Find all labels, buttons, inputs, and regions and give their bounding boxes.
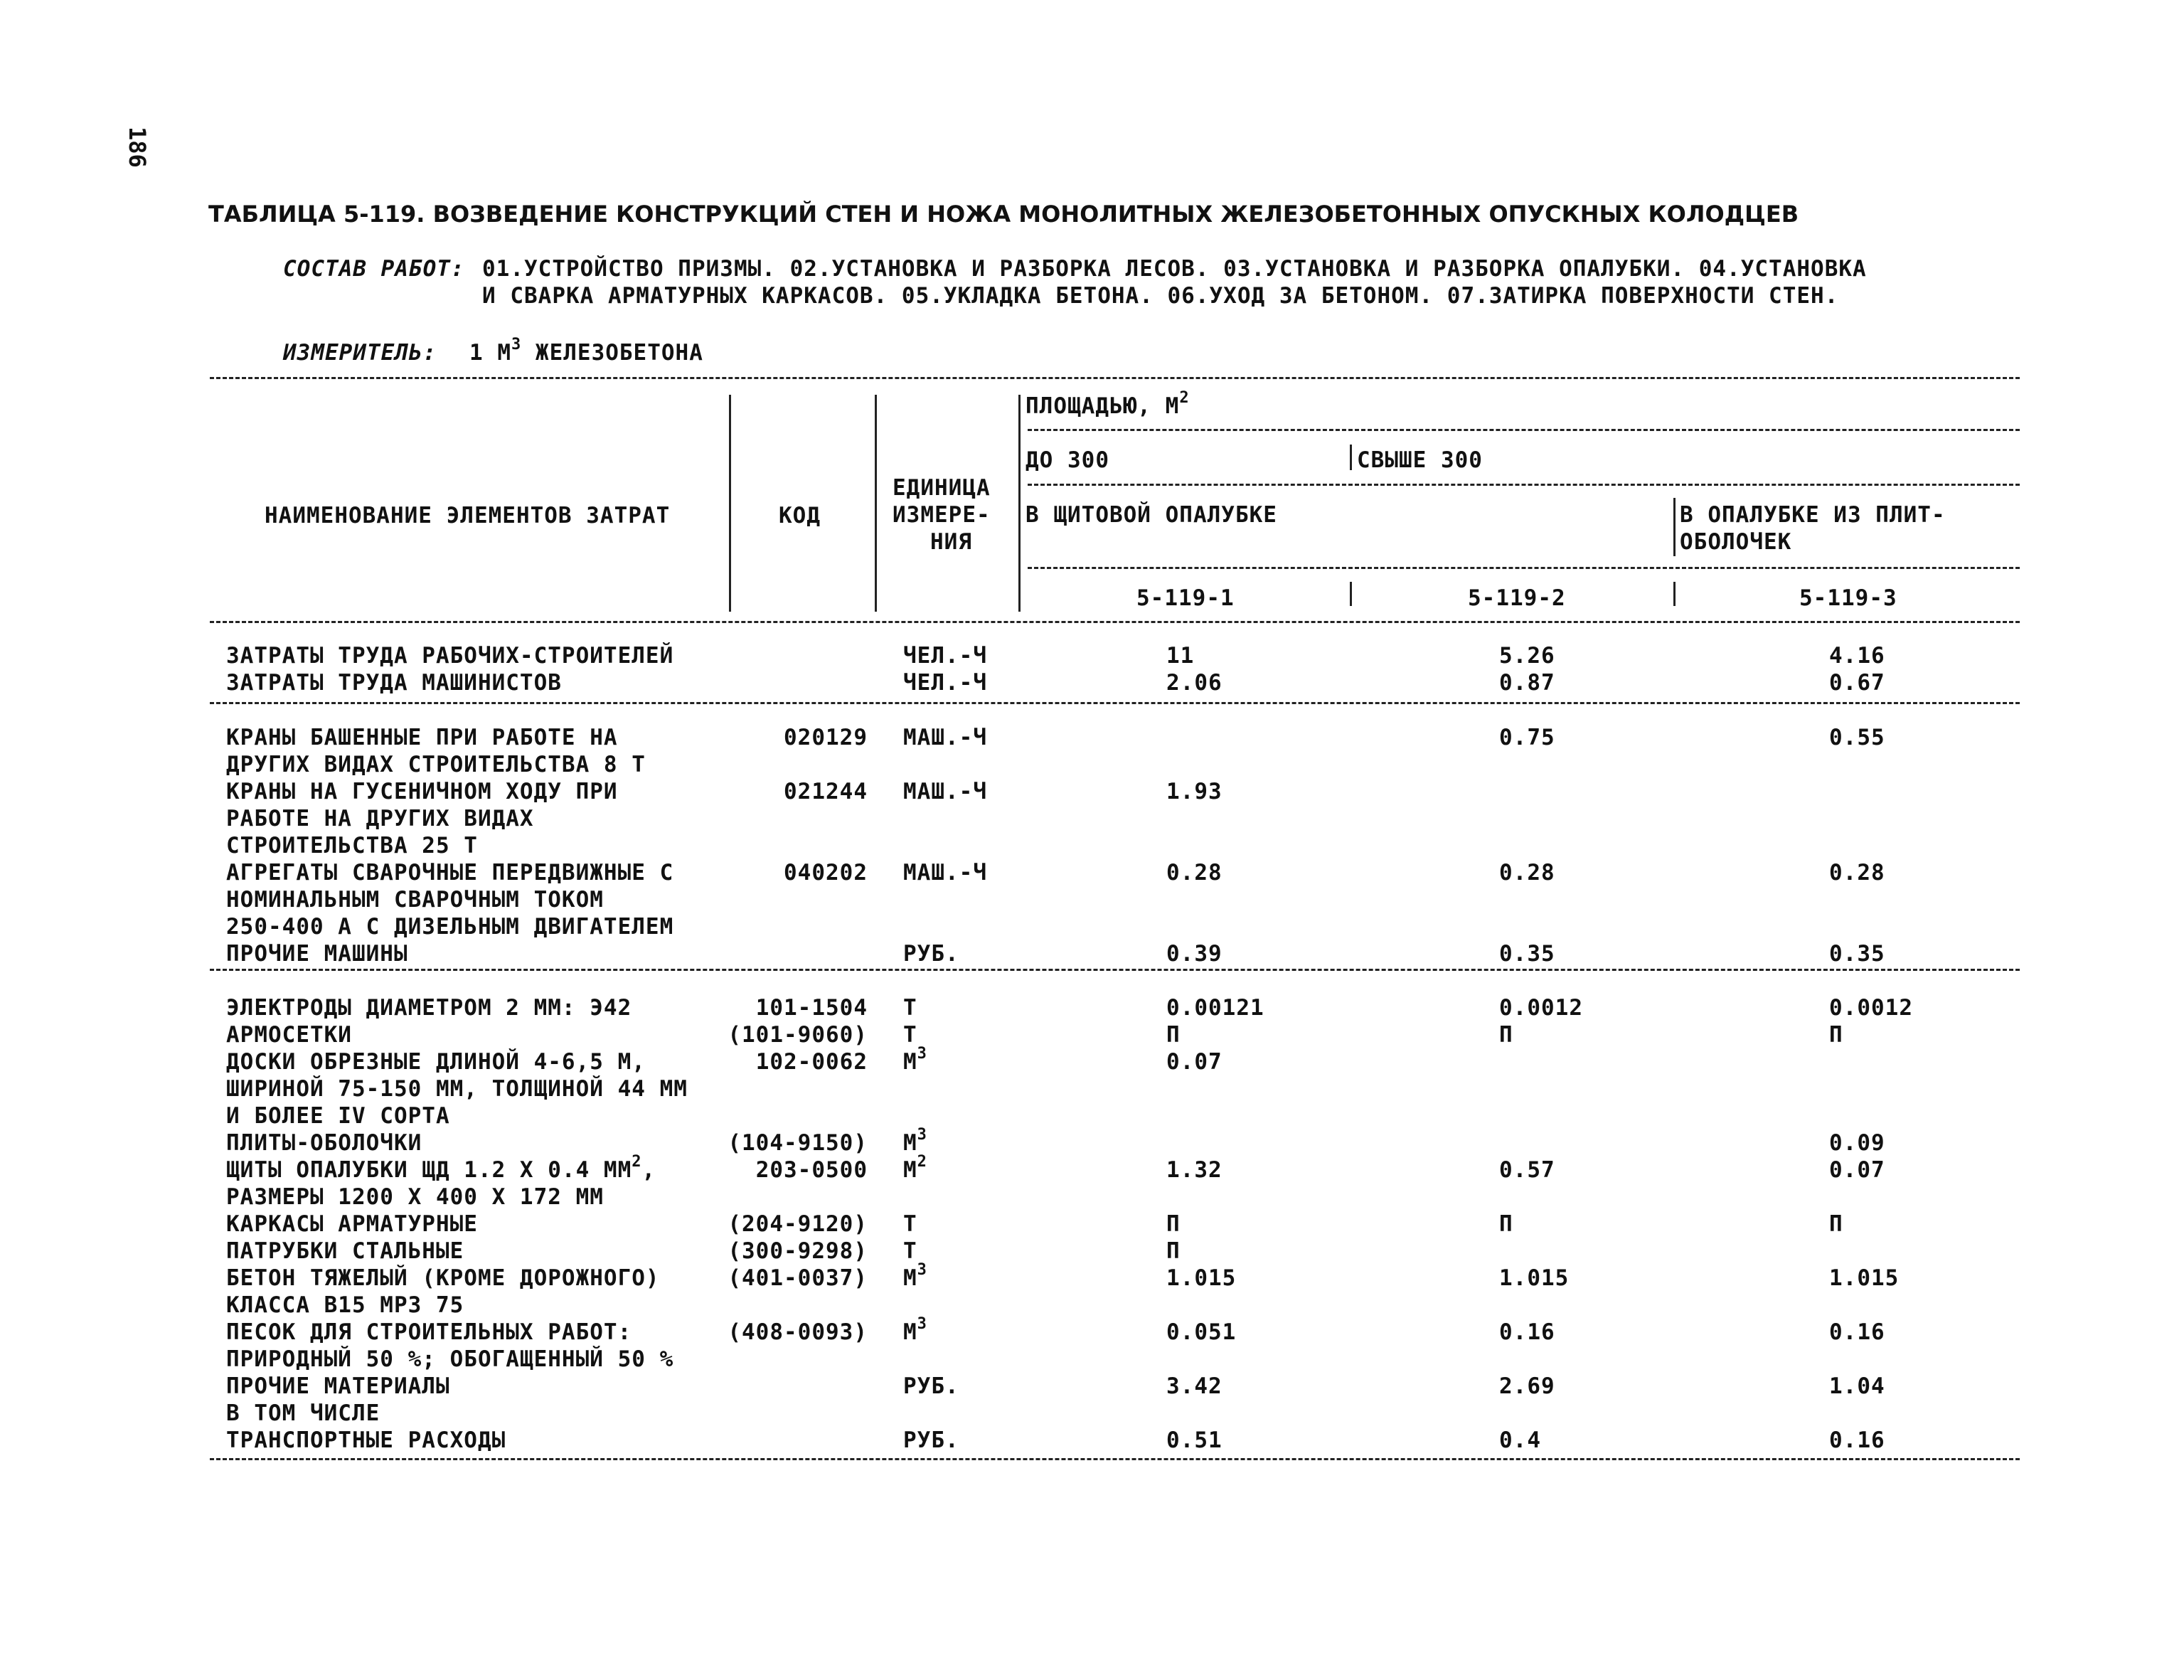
row-19-v1: П [1166,1211,1181,1237]
row-12-v2: П [1499,1022,1513,1048]
row-16-unit: $М^3$ [903,1125,927,1156]
header-over: СВЫШЕ 300 [1357,447,1483,473]
row-11-code: 101-1504 [755,995,868,1021]
row-10-v1: 0.39 [1166,941,1222,967]
rule-top [210,377,2020,379]
rule-bottom [210,1458,2020,1460]
table-title: ТАБЛИЦА 5-119. ВОЗВЕДЕНИЕ КОНСТРУКЦИЙ СТЕН И НОЖА МОНОЛИТНЫХ ЖЕЛЕЗОБЕТОННЫХ ОПУСКНЫХ КОЛОДЦЕВ [208,201,1799,228]
header-name: НАИМЕНОВАНИЕ ЭЛЕМЕНТОВ ЗАТРАТ [265,503,671,528]
row-27-unit: РУБ. [903,1428,959,1453]
row-16-name: ПЛИТЫ-ОБОЛОЧКИ [226,1130,422,1156]
work-line-2: И СВАРКА АРМАТУРНЫХ КАРКАСОВ. 05.УКЛАДКА БЕТОНА. 06.УХОД ЗА БЕТОНОМ. 07.ЗАТИРКА ПОВЕРХНОСТИ СТЕН. [482,283,1839,309]
header-divider-3 [1018,395,1021,612]
row-23-v2: 0.16 [1499,1319,1555,1345]
row-0-v2: 5.26 [1499,643,1555,669]
rule-section-1 [210,702,2020,704]
row-4-unit: МАШ.-Ч [903,779,987,804]
rule-header-3 [1028,567,2020,569]
row-17-name: ЩИТЫ ОПАЛУБКИ ЩД 1.2 Х 0.4 $ММ^2$, [226,1152,656,1183]
work-label: СОСТАВ РАБОТ: [283,256,465,282]
row-27-v3: 0.16 [1829,1428,1885,1453]
row-2-unit: МАШ.-Ч [903,725,987,750]
row-16-code: (104-9150) [728,1130,868,1156]
row-17-v1: 1.32 [1166,1157,1222,1183]
row-0-v3: 4.16 [1829,643,1885,669]
row-15-name: И БОЛЕЕ IV СОРТА [226,1103,450,1129]
row-17-v2: 0.57 [1499,1157,1555,1183]
row-22-name: КЛАССА В15 МРЗ 75 [226,1292,464,1318]
row-0-unit: ЧЕЛ.-Ч [903,643,987,669]
header-unit-3: НИЯ [930,529,972,555]
row-26-name: В ТОМ ЧИСЛЕ [226,1400,380,1426]
row-5-name: РАБОТЕ НА ДРУГИХ ВИДАХ [226,806,534,831]
row-23-v3: 0.16 [1829,1319,1885,1345]
row-10-unit: РУБ. [903,941,959,967]
header-area: ПЛОЩАДЬЮ, $М^2$ [1026,388,1190,419]
row-7-name: АГРЕГАТЫ СВАРОЧНЫЕ ПЕРЕДВИЖНЫЕ С [226,860,674,886]
row-21-v1: 1.015 [1166,1265,1237,1291]
row-10-v3: 0.35 [1829,941,1885,967]
row-1-name: ЗАТРАТЫ ТРУДА МАШИНИСТОВ [226,670,562,696]
row-10-name: ПРОЧИЕ МАШИНЫ [226,941,408,967]
rule-header-2 [1028,484,2020,486]
row-20-v1: П [1166,1238,1181,1264]
row-10-v2: 0.35 [1499,941,1555,967]
row-11-v3: 0.0012 [1829,995,1913,1021]
row-7-unit: МАШ.-Ч [903,860,987,886]
row-13-v1: 0.07 [1166,1049,1222,1075]
row-12-unit: Т [903,1022,917,1048]
row-19-v2: П [1499,1211,1513,1237]
row-27-v1: 0.51 [1166,1428,1222,1453]
header-slab-1: В ОПАЛУБКЕ ИЗ ПЛИТ- [1680,502,1946,528]
row-1-v3: 0.67 [1829,670,1885,696]
row-17-v3: 0.07 [1829,1157,1885,1183]
row-25-v3: 1.04 [1829,1373,1885,1399]
header-col-1: 5-119-1 [1136,585,1235,611]
work-line-1: 01.УСТРОЙСТВО ПРИЗМЫ. 02.УСТАНОВКА И РАЗБОРКА ЛЕСОВ. 03.УСТАНОВКА И РАЗБОРКА ОПАЛУБКИ. 04.УСТАНОВКА [482,256,1867,282]
header-divider-6 [1350,582,1352,606]
row-12-name: АРМОСЕТКИ [226,1022,352,1048]
row-11-unit: Т [903,995,917,1021]
header-divider-7 [1673,582,1676,606]
row-12-v1: П [1166,1022,1181,1048]
row-19-unit: Т [903,1211,917,1237]
row-21-unit: $М^3$ [903,1260,927,1291]
row-21-code: (401-0037) [728,1265,868,1291]
row-9-name: 250-400 А С ДИЗЕЛЬНЫМ ДВИГАТЕЛЕМ [226,914,674,940]
row-23-name: ПЕСОК ДЛЯ СТРОИТЕЛЬНЫХ РАБОТ: [226,1319,632,1345]
row-23-code: (408-0093) [728,1319,868,1345]
row-11-v2: 0.0012 [1499,995,1583,1021]
row-13-code: 102-0062 [755,1049,868,1075]
row-17-code: 203-0500 [755,1157,868,1183]
row-27-name: ТРАНСПОРТНЫЕ РАСХОДЫ [226,1428,506,1453]
row-1-v2: 0.87 [1499,670,1555,696]
row-18-name: РАЗМЕРЫ 1200 Х 400 Х 172 ММ [226,1184,604,1210]
row-4-v1: 1.93 [1166,779,1222,804]
row-14-name: ШИРИНОЙ 75-150 ММ, ТОЛЩИНОЙ 44 ММ [226,1076,688,1102]
row-7-code: 040202 [784,860,868,886]
row-8-name: НОМИНАЛЬНЫМ СВАРОЧНЫМ ТОКОМ [226,887,604,913]
rule-section-2 [210,969,2020,971]
header-divider-2 [875,395,877,612]
row-7-v3: 0.28 [1829,860,1885,886]
row-4-name: КРАНЫ НА ГУСЕНИЧНОМ ХОДУ ПРИ [226,779,618,804]
header-col-3: 5-119-3 [1799,585,1897,611]
header-unit-2: ИЗМЕРЕ- [893,502,991,528]
row-21-v3: 1.015 [1829,1265,1900,1291]
row-19-v3: П [1829,1211,1843,1237]
row-20-name: ПАТРУБКИ СТАЛЬНЫЕ [226,1238,464,1264]
rule-header-1 [1028,429,2020,431]
row-23-unit: $М^3$ [903,1314,927,1345]
row-25-v1: 3.42 [1166,1373,1222,1399]
row-21-name: БЕТОН ТЯЖЕЛЫЙ (КРОМЕ ДОРОЖНОГО) [226,1265,660,1291]
row-25-v2: 2.69 [1499,1373,1555,1399]
row-1-v1: 2.06 [1166,670,1222,696]
row-12-v3: П [1829,1022,1843,1048]
row-6-name: СТРОИТЕЛЬСТВА 25 Т [226,833,478,858]
row-24-name: ПРИРОДНЫЙ 50 %; ОБОГАЩЕННЫЙ 50 % [226,1346,674,1372]
header-slab-2: ОБОЛОЧЕК [1680,529,1792,555]
row-0-v1: 11 [1166,643,1195,669]
row-2-v2: 0.75 [1499,725,1555,750]
header-divider-1 [729,395,731,612]
row-3-name: ДРУГИХ ВИДАХ СТРОИТЕЛЬСТВА 8 Т [226,752,646,777]
row-21-v2: 1.015 [1499,1265,1570,1291]
page-number: 186 [124,127,151,168]
row-12-code: (101-9060) [728,1022,868,1048]
header-divider-5 [1673,498,1676,556]
row-27-v2: 0.4 [1499,1428,1541,1453]
row-1-unit: ЧЕЛ.-Ч [903,670,987,696]
row-20-code: (300-9298) [728,1238,868,1264]
header-upto: ДО 300 [1026,447,1109,473]
row-13-name: ДОСКИ ОБРЕЗНЫЕ ДЛИНОЙ 4-6,5 М, [226,1049,646,1075]
row-20-unit: Т [903,1238,917,1264]
row-19-code: (204-9120) [728,1211,868,1237]
row-7-v1: 0.28 [1166,860,1222,886]
row-11-v1: 0.00121 [1166,995,1264,1021]
header-code: КОД [779,503,821,528]
row-4-code: 021244 [784,779,868,804]
row-13-unit: $М^3$ [903,1044,927,1075]
rule-header-bottom [210,621,2020,623]
row-2-v3: 0.55 [1829,725,1885,750]
header-col-2: 5-119-2 [1468,585,1566,611]
header-shield: В ЩИТОВОЙ ОПАЛУБКЕ [1026,502,1277,528]
row-11-name: ЭЛЕКТРОДЫ ДИАМЕТРОМ 2 ММ: Э42 [226,995,632,1021]
row-7-v2: 0.28 [1499,860,1555,886]
measure-value: 1 $М^3$ ЖЕЛЕЗОБЕТОНА [469,335,703,366]
measure-label: ИЗМЕРИТЕЛЬ: [283,340,437,366]
row-19-name: КАРКАСЫ АРМАТУРНЫЕ [226,1211,478,1237]
row-2-code: 020129 [784,725,868,750]
row-16-v3: 0.09 [1829,1130,1885,1156]
header-divider-4 [1350,445,1352,470]
row-0-name: ЗАТРАТЫ ТРУДА РАБОЧИХ-СТРОИТЕЛЕЙ [226,643,674,669]
row-2-name: КРАНЫ БАШЕННЫЕ ПРИ РАБОТЕ НА [226,725,618,750]
header-unit-1: ЕДИНИЦА [893,475,991,501]
row-23-v1: 0.051 [1166,1319,1237,1345]
row-25-unit: РУБ. [903,1373,959,1399]
row-17-unit: $М^2$ [903,1152,927,1183]
row-25-name: ПРОЧИЕ МАТЕРИАЛЫ [226,1373,450,1399]
